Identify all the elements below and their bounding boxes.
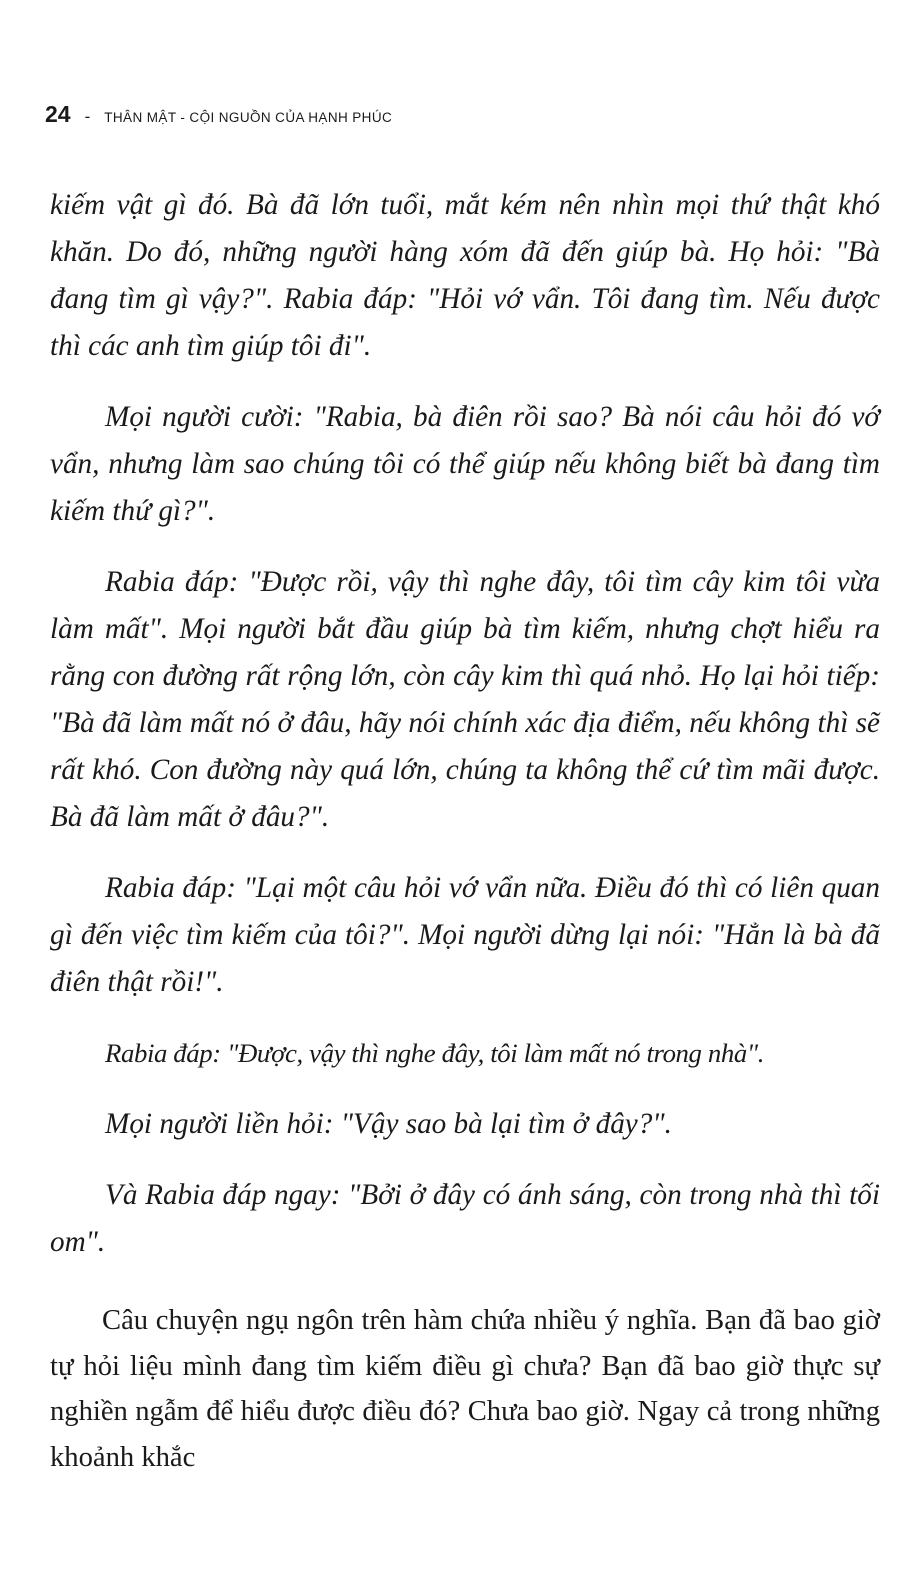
- commentary-paragraph: Câu chuyện ngụ ngôn trên hàm chứa nhiều ý nghĩa. Bạn đã bao giờ tự hỏi liệu mình đang tìm kiếm điều gì chưa? Bạn đã bao giờ thực sự nghiền ngẫm để hiểu được điều đó? Chưa bao giờ. Ngay cả trong những khoảnh khắc: [50, 1305, 880, 1473]
- running-header: [45, 101, 392, 131]
- book-title: THÂN MẬT - CỘI NGUỒN CỦA HẠNH PHÚC: [104, 110, 393, 125]
- page-body: [50, 182, 880, 1480]
- story-paragraph: Mọi người cười: "Rabia, bà điên rồi sao? Bà nói câu hỏi đó vớ vẩn, nhưng làm sao chúng tôi có thể giúp nếu không biết bà đang tìm kiếm thứ gì?".: [50, 401, 880, 527]
- commentary: [50, 1298, 880, 1480]
- story-paragraph: kiếm vật gì đó. Bà đã lớn tuổi, mắt kém nên nhìn mọi thứ thật khó khăn. Do đó, những người hàng xóm đã đến giúp bà. Họ hỏi: "Bà đang tìm gì vậy?". Rabia đáp: "Hỏi vớ vẩn. Tôi đang tìm. Nếu được thì các anh tìm giúp tôi đi".: [50, 189, 880, 362]
- header-separator: -: [84, 107, 91, 126]
- story-paragraph: Rabia đáp: "Được rồi, vậy thì nghe đây, tôi tìm cây kim tôi vừa làm mất". Mọi người bắt đầu giúp bà tìm kiếm, nhưng chợt hiểu ra rằng con đường rất rộng lớn, còn cây kim thì quá nhỏ. Họ lại hỏi tiếp: "Bà đã làm mất nó ở đâu, hãy nói chính xác địa điểm, nếu không thì sẽ rất khó. Con đường này quá lớn, chúng ta không thể cứ tìm mãi được. Bà đã làm mất ở đâu?".: [50, 566, 880, 833]
- story-paragraph: Rabia đáp: "Lại một câu hỏi vớ vẩn nữa. Điều đó thì có liên quan gì đến việc tìm kiếm của tôi?". Mọi người dừng lại nói: "Hẳn là bà đã điên thật rồi!".: [50, 872, 880, 998]
- story-paragraph: Và Rabia đáp ngay: "Bởi ở đây có ánh sáng, còn trong nhà thì tối om".: [50, 1179, 880, 1258]
- story-paragraph: Rabia đáp: "Được, vậy thì nghe đây, tôi làm mất nó trong nhà".: [105, 1038, 765, 1068]
- page-number: 24: [45, 101, 71, 127]
- story-excerpt: [50, 182, 880, 1266]
- story-paragraph: Mọi người liền hỏi: "Vậy sao bà lại tìm ở đây?".: [105, 1108, 672, 1140]
